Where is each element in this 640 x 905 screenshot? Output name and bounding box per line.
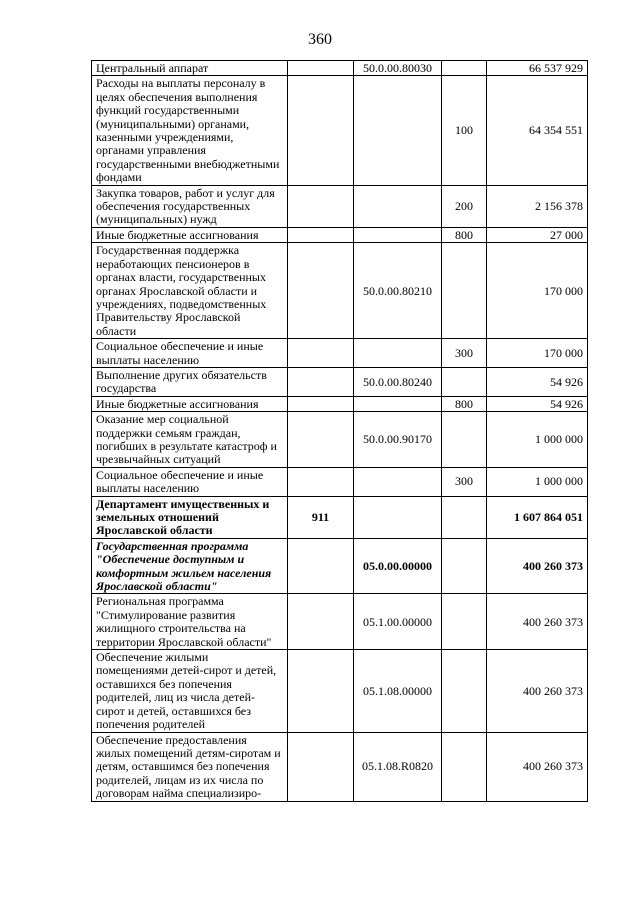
expense-name-cell: Закупка товаров, работ и услуг для обеспечения государственных (муниципальных) нужд: [92, 185, 288, 227]
expense-name-cell: Обеспечение предоставления жилых помещений детям-сиротам и детям, оставшимся без попечения родителей, лицам из их числа по договорам найма специализиро-: [92, 732, 288, 801]
expense-type-cell: 300: [442, 339, 487, 368]
expense-name-cell: Государственная поддержка неработающих пенсионеров в органах власти, государственных органах Ярославской области и учреждениях, подведомственных Правительству Ярославской области: [92, 243, 288, 339]
department-code-cell: [288, 339, 354, 368]
amount-cell: 400 260 373: [487, 538, 588, 594]
table-row: [92, 412, 588, 468]
amount-cell: 400 260 373: [487, 594, 588, 650]
expense-type-cell: 200: [442, 185, 487, 227]
table-row: [92, 594, 588, 650]
department-code-cell: [288, 538, 354, 594]
target-article-code-cell: 50.0.00.80240: [354, 367, 442, 396]
department-code-cell: [288, 185, 354, 227]
expense-type-cell: [442, 243, 487, 339]
amount-cell: 2 156 378: [487, 185, 588, 227]
expense-type-cell: 800: [442, 396, 487, 411]
table-row: [92, 732, 588, 801]
amount-cell: 1 000 000: [487, 412, 588, 468]
table-row: [92, 243, 588, 339]
department-code-cell: [288, 732, 354, 801]
expense-name-cell: Обеспечение жилыми помещениями детей-сирот и детей, оставшихся без попечения родителей, лиц из числа детей-сирот и детей, оставшихся без попечения родителей: [92, 650, 288, 732]
expense-name-cell: Иные бюджетные ассигнования: [92, 396, 288, 411]
expense-name-cell: Центральный аппарат: [92, 61, 288, 76]
budget-table-body: [92, 61, 588, 802]
amount-cell: 54 926: [487, 396, 588, 411]
department-code-cell: [288, 367, 354, 396]
table-row: [92, 61, 588, 76]
amount-cell: 54 926: [487, 367, 588, 396]
target-article-code-cell: [354, 76, 442, 185]
table-row: [92, 496, 588, 538]
table-row: [92, 76, 588, 185]
table-row: [92, 227, 588, 242]
expense-name-cell: Департамент имущественных и земельных отношений Ярославской области: [92, 496, 288, 538]
target-article-code-cell: [354, 496, 442, 538]
department-code-cell: [288, 396, 354, 411]
department-code-cell: [288, 243, 354, 339]
amount-cell: 400 260 373: [487, 650, 588, 732]
expense-type-cell: 100: [442, 76, 487, 185]
amount-cell: 64 354 551: [487, 76, 588, 185]
target-article-code-cell: [354, 339, 442, 368]
table-row: [92, 185, 588, 227]
target-article-code-cell: [354, 396, 442, 411]
expense-name-cell: Выполнение других обязательств государства: [92, 367, 288, 396]
expense-type-cell: [442, 594, 487, 650]
department-code-cell: [288, 412, 354, 468]
expense-name-cell: Социальное обеспечение и иные выплаты населению: [92, 467, 288, 496]
target-article-code-cell: 50.0.00.80210: [354, 243, 442, 339]
expense-name-cell: Государственная программа "Обеспечение доступным и комфортным жильем населения Ярославской области": [92, 538, 288, 594]
expense-type-cell: [442, 367, 487, 396]
page-number: 360: [308, 31, 332, 48]
amount-cell: 66 537 929: [487, 61, 588, 76]
table-row: [92, 538, 588, 594]
expense-type-cell: 800: [442, 227, 487, 242]
table-row: [92, 650, 588, 732]
target-article-code-cell: 05.0.00.00000: [354, 538, 442, 594]
department-code-cell: [288, 594, 354, 650]
amount-cell: 1 000 000: [487, 467, 588, 496]
expense-type-cell: [442, 496, 487, 538]
department-code-cell: [288, 76, 354, 185]
target-article-code-cell: [354, 227, 442, 242]
expense-type-cell: [442, 650, 487, 732]
target-article-code-cell: 05.1.08.00000: [354, 650, 442, 732]
budget-table: [91, 60, 588, 802]
expense-type-cell: [442, 61, 487, 76]
department-code-cell: [288, 227, 354, 242]
expense-type-cell: [442, 412, 487, 468]
target-article-code-cell: 05.1.08.R0820: [354, 732, 442, 801]
expense-name-cell: Иные бюджетные ассигнования: [92, 227, 288, 242]
expense-type-cell: 300: [442, 467, 487, 496]
expense-type-cell: [442, 732, 487, 801]
amount-cell: 27 000: [487, 227, 588, 242]
amount-cell: 1 607 864 051: [487, 496, 588, 538]
target-article-code-cell: 05.1.00.00000: [354, 594, 442, 650]
expense-name-cell: Расходы на выплаты персоналу в целях обеспечения выполнения функций государственными (муниципальными) органами, казенными учреждениями, органами управления государственными внебюджетными фондами: [92, 76, 288, 185]
target-article-code-cell: 50.0.00.80030: [354, 61, 442, 76]
department-code-cell: [288, 61, 354, 76]
expense-name-cell: Оказание мер социальной поддержки семьям граждан, погибших в результате катастроф и чрезвычайных ситуаций: [92, 412, 288, 468]
table-row: [92, 367, 588, 396]
amount-cell: 170 000: [487, 339, 588, 368]
target-article-code-cell: 50.0.00.90170: [354, 412, 442, 468]
table-row: [92, 339, 588, 368]
target-article-code-cell: [354, 185, 442, 227]
amount-cell: 170 000: [487, 243, 588, 339]
table-row: [92, 396, 588, 411]
target-article-code-cell: [354, 467, 442, 496]
expense-name-cell: Социальное обеспечение и иные выплаты населению: [92, 339, 288, 368]
amount-cell: 400 260 373: [487, 732, 588, 801]
expense-name-cell: Региональная программа "Стимулирование развития жилищного строительства на территории Ярославской области": [92, 594, 288, 650]
table-row: [92, 467, 588, 496]
department-code-cell: [288, 650, 354, 732]
department-code-cell: [288, 467, 354, 496]
department-code-cell: 911: [288, 496, 354, 538]
expense-type-cell: [442, 538, 487, 594]
